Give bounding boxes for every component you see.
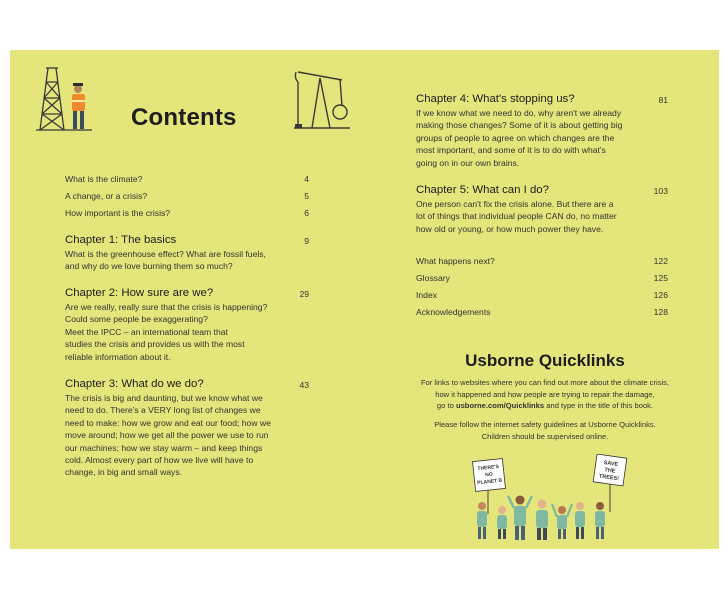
chapter-3-description: The crisis is big and daunting, but we know what we need to do. There's a VERY long list of changes we need to make: how we grow and eat our food; how we move around; how we get all the power we use to run our machines; how we stay warm – and keep things cold. Almost every part of how we live will have to change, in big and small ways. bbox=[65, 393, 271, 478]
toc-page-glossary: 125 bbox=[653, 273, 668, 283]
toc-item-importance: How important is the crisis? bbox=[65, 208, 171, 218]
page-title: Contents bbox=[131, 104, 237, 132]
oil-derrick-illustration bbox=[34, 64, 94, 132]
toc-page-importance: 6 bbox=[304, 208, 309, 218]
chapter-2-page: 29 bbox=[299, 289, 309, 299]
toc-item-change: A change, or a crisis? bbox=[65, 191, 148, 201]
quicklinks-url-link[interactable]: usborne.com/Quicklinks bbox=[455, 401, 545, 411]
chapter-4-title: Chapter 4: What's stopping us? bbox=[416, 93, 575, 105]
toc-item-climate: What is the climate? bbox=[65, 174, 143, 184]
sign2-text-line1: SAVE bbox=[603, 460, 619, 469]
book-spread bbox=[10, 50, 719, 549]
quicklinks-title: Usborne Quicklinks bbox=[465, 351, 625, 370]
pumpjack-illustration bbox=[292, 66, 352, 134]
chapter-5-description: One person can't fix the crisis alone. But there are a lot of things that individual people CAN do, no matter how old or young, or how much power they have. bbox=[416, 199, 617, 234]
sign2-text-line3: TREES! bbox=[598, 473, 620, 483]
toc-page-index: 126 bbox=[653, 290, 668, 300]
chapter-3-title: Chapter 3: What do we do? bbox=[65, 378, 204, 390]
toc-page-acknowledgements: 128 bbox=[653, 307, 668, 317]
toc-item-index: Index bbox=[416, 290, 438, 300]
quicklinks-description: For links to websites where you can find out more about the climate crisis, how it happened and how people are trying to repair the damage, go to usborne.com/Quicklinks and type in the title of this book. bbox=[420, 378, 670, 411]
sign-text-line1: THERE'S bbox=[477, 463, 500, 473]
toc-page-change: 5 bbox=[304, 191, 309, 201]
sign-text-line2: NO bbox=[484, 471, 494, 479]
protesters-illustration bbox=[468, 454, 633, 544]
sign-text-line3: PLANET B bbox=[476, 477, 503, 487]
toc-item-what-happens-next: What happens next? bbox=[416, 256, 495, 266]
toc-page-what-happens-next: 122 bbox=[653, 256, 668, 266]
chapter-3-page: 43 bbox=[299, 380, 309, 390]
toc-item-glossary: Glossary bbox=[416, 273, 450, 283]
chapter-5-page: 103 bbox=[653, 186, 668, 196]
chapter-4-page: 81 bbox=[658, 95, 668, 105]
sign2-text-line2: THE bbox=[603, 467, 616, 475]
protester-figures bbox=[477, 496, 605, 541]
chapter-5-title: Chapter 5: What can I do? bbox=[416, 184, 549, 196]
chapter-1-title: Chapter 1: The basics bbox=[65, 234, 177, 246]
toc-item-acknowledgements: Acknowledgements bbox=[416, 307, 491, 317]
chapter-4-description: If we know what we need to do, why aren't we already making those changes? Some of it is about getting big groups of people to agree on which changes are the most important, and some of it is to do with what's going on in our own brains. bbox=[416, 108, 623, 168]
quicklinks-safety-note: Please follow the internet safety guidelines at Usborne Quicklinks. Children should be supervised online. bbox=[434, 420, 656, 441]
chapter-1-page: 9 bbox=[304, 236, 309, 246]
toc-page-climate: 4 bbox=[304, 174, 309, 184]
chapter-2-description: Are we really, really sure that the crisis is happening? Could some people be exaggerating? Meet the IPCC – an international team that studies the crisis and provides us with the most reliable information about it. bbox=[65, 302, 268, 362]
chapter-2-title: Chapter 2: How sure are we? bbox=[65, 287, 214, 299]
chapter-1-description: What is the greenhouse effect? What are fossil fuels, and why do we love burning them so much? bbox=[65, 249, 266, 272]
